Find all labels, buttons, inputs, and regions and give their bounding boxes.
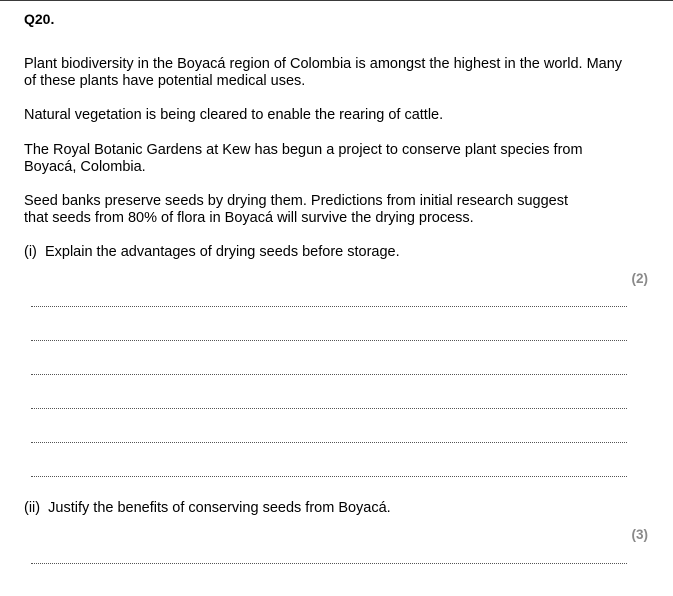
part-ii-label: (ii) — [24, 500, 41, 516]
answer-line[interactable] — [31, 408, 627, 409]
question-number: Q20. — [24, 11, 55, 27]
answer-line[interactable] — [31, 340, 627, 341]
part-i-marks: (2) — [631, 271, 648, 286]
part-i-prompt — [24, 244, 400, 261]
top-rule — [0, 0, 673, 1]
part-i-label: (i) — [24, 244, 37, 260]
answer-line[interactable] — [31, 476, 627, 477]
answer-line[interactable] — [31, 374, 627, 375]
context-paragraph-1: Plant biodiversity in the Boyacá region of Colombia is amongst the highest in the world. Many of these plants have potential medical uses. — [24, 56, 623, 89]
answer-line[interactable] — [31, 442, 627, 443]
context-paragraph-2: Natural vegetation is being cleared to enable the rearing of cattle. — [24, 107, 444, 123]
part-ii-marks: (3) — [631, 527, 648, 542]
context-paragraph-4: Seed banks preserve seeds by drying them. Predictions from initial research suggest that seeds from 80% of flora in Boyacá will survive the drying process. — [24, 193, 569, 226]
part-ii-text: Justify the benefits of conserving seeds from Boyacá. — [48, 500, 391, 516]
context-paragraph-3: The Royal Botanic Gardens at Kew has begun a project to conserve plant species from Boyacá, Colombia. — [24, 142, 583, 175]
answer-line[interactable] — [31, 306, 627, 307]
answer-line[interactable] — [31, 563, 627, 564]
part-i-text: Explain the advantages of drying seeds before storage. — [44, 244, 400, 260]
part-ii-prompt — [24, 500, 391, 517]
